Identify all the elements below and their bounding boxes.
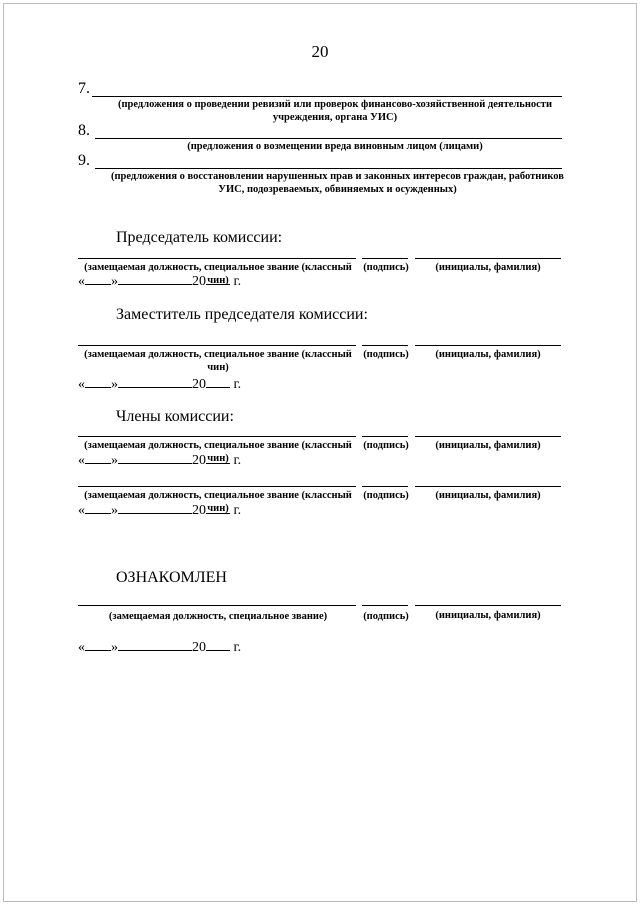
deputy-date — [78, 375, 241, 393]
quote-close: » — [111, 640, 118, 655]
year-blank — [206, 375, 230, 388]
item-7-line — [92, 96, 562, 97]
name-caption: (инициалы, фамилия) — [435, 349, 541, 360]
quote-open: « — [78, 640, 85, 655]
signature-line — [362, 345, 408, 346]
signature-caption: (подпись) — [363, 440, 409, 451]
year-suffix: г. — [233, 640, 242, 655]
year-prefix: 20 — [192, 453, 206, 468]
year-blank — [206, 272, 230, 285]
name-line — [415, 436, 561, 437]
signature-caption: (подпись) — [363, 490, 409, 501]
item-7-number: 7. — [78, 80, 90, 97]
month-blank — [118, 638, 192, 651]
quote-open: « — [78, 274, 85, 289]
month-blank — [118, 501, 192, 514]
quote-close: » — [111, 274, 118, 289]
signature-line — [362, 436, 408, 437]
quote-close: » — [111, 453, 118, 468]
year-suffix: г. — [233, 503, 242, 518]
acknowledged-date — [78, 638, 241, 656]
month-blank — [118, 451, 192, 464]
position-caption: (замещаемая должность, специальное звание (классный чин) — [84, 262, 352, 286]
day-blank — [85, 451, 111, 464]
quote-close: » — [111, 377, 118, 392]
name-line — [415, 345, 561, 346]
name-caption: (инициалы, фамилия) — [435, 440, 541, 451]
year-suffix: г. — [233, 453, 242, 468]
year-prefix: 20 — [192, 640, 206, 655]
item-7-caption: (предложения о проведении ревизий или проверок финансово-хозяйственной деятельности учреждения, органа УИС) — [117, 99, 553, 123]
year-suffix: г. — [233, 274, 242, 289]
item-9-line — [95, 168, 562, 169]
quote-open: « — [78, 453, 85, 468]
year-prefix: 20 — [192, 377, 206, 392]
position-caption: (замещаемая должность, специальное звание (классный чин) — [84, 490, 352, 514]
quote-open: « — [78, 377, 85, 392]
signature-line — [362, 605, 408, 606]
year-prefix: 20 — [192, 503, 206, 518]
day-blank — [85, 501, 111, 514]
name-caption: (инициалы, фамилия) — [435, 262, 541, 273]
member-2-date — [78, 501, 241, 519]
name-line — [415, 258, 561, 259]
item-9-number: 9. — [78, 152, 90, 169]
quote-open: « — [78, 503, 85, 518]
position-line — [78, 605, 356, 606]
position-line — [78, 486, 356, 487]
year-suffix: г. — [233, 377, 242, 392]
signature-caption: (подпись) — [363, 262, 409, 273]
acknowledged-heading: ОЗНАКОМЛЕН — [116, 569, 227, 586]
item-8-number: 8. — [78, 122, 90, 139]
item-8-caption: (предложения о возмещении вреда виновным лицом (лицами) — [187, 141, 483, 152]
day-blank — [85, 375, 111, 388]
month-blank — [118, 375, 192, 388]
chairman-date — [78, 272, 241, 290]
chairman-heading: Председатель комиссии: — [116, 229, 283, 246]
year-blank — [206, 451, 230, 464]
members-heading: Члены комиссии: — [116, 408, 234, 425]
member-1-date — [78, 451, 241, 469]
deputy-heading: Заместитель председателя комиссии: — [116, 306, 368, 323]
position-caption: (замещаемая должность, специальное звание (классный чин) — [84, 440, 352, 464]
position-caption: (замещаемая должность, специальное звание (классный чин) — [84, 349, 352, 373]
year-prefix: 20 — [192, 274, 206, 289]
year-blank — [206, 638, 230, 651]
position-line — [78, 436, 356, 437]
quote-close: » — [111, 503, 118, 518]
item-9-caption: (предложения о восстановлении нарушенных прав и законных интересов граждан, работников УИС, подозреваемых, обвиняемых и осужденных) — [111, 171, 564, 195]
year-blank — [206, 501, 230, 514]
page-number: 20 — [311, 42, 329, 61]
signature-caption: (подпись) — [363, 349, 409, 360]
name-line — [415, 605, 561, 606]
month-blank — [118, 272, 192, 285]
signature-line — [362, 486, 408, 487]
position-caption: (замещаемая должность, специальное звание) — [108, 611, 328, 622]
position-line — [78, 345, 356, 346]
signature-caption: (подпись) — [363, 611, 409, 622]
name-caption: (инициалы, фамилия) — [435, 490, 541, 501]
item-8-line — [95, 138, 562, 139]
name-caption: (инициалы, фамилия) — [435, 610, 541, 621]
signature-line — [362, 258, 408, 259]
position-line — [78, 258, 356, 259]
day-blank — [85, 272, 111, 285]
day-blank — [85, 638, 111, 651]
name-line — [415, 486, 561, 487]
